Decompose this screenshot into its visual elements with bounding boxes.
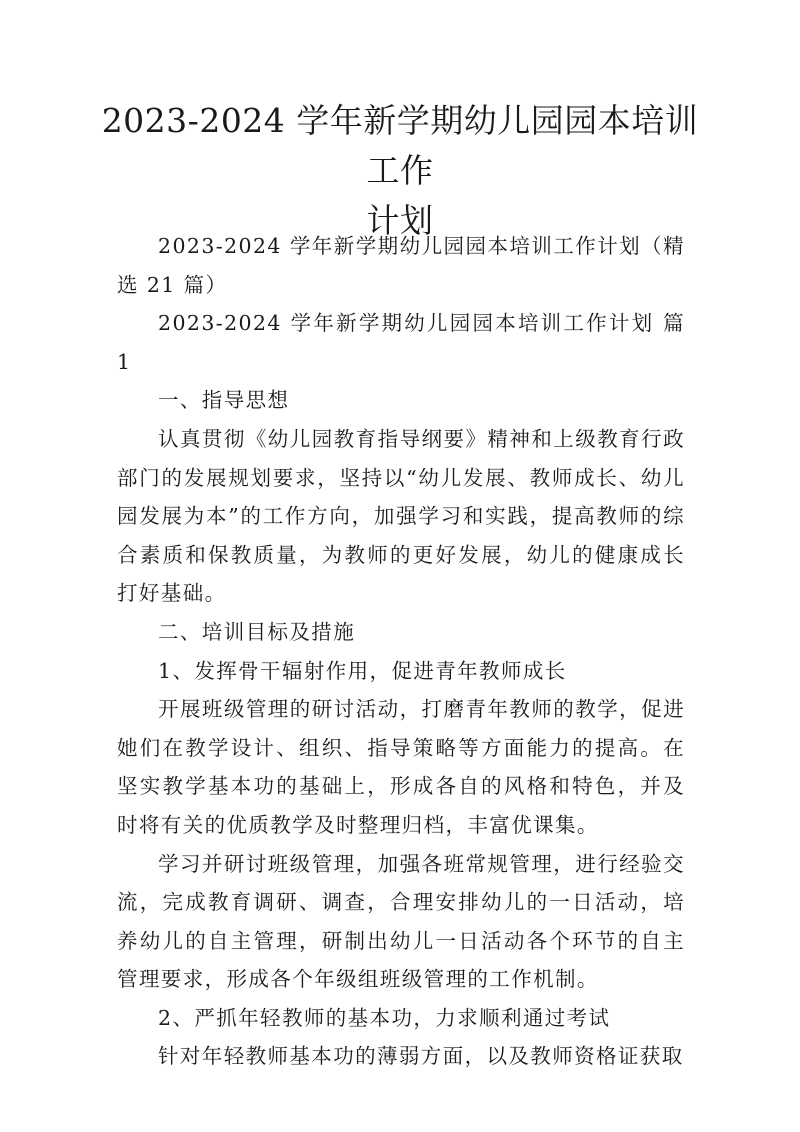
title-line-2: 计划 <box>366 201 434 240</box>
paragraph-chapter-heading: 2023-2024 学年新学期幼儿园园本培训工作计划 篇 1 <box>117 311 685 374</box>
title-line-1: 2023-2024 学年新学期幼儿园园本培训工作 <box>101 101 699 190</box>
paragraph-subtitle: 2023-2024 学年新学期幼儿园园本培训工作计划（精选 21 篇） <box>117 234 685 297</box>
section-heading-guiding-thought: 一、指导思想 <box>158 388 290 413</box>
paragraph-guiding-thought: 认真贯彻《幼儿园教育指导纲要》精神和上级教育行政部门的发展规划要求，坚持以“幼儿发展、教师成长、幼儿园发展为本”的工作方向，加强学习和实践，提高教师的综合素质和保教质量，为教师的更好发展，幼儿的健康成长打好基础。 <box>117 426 685 606</box>
subsection-heading-2: 2、严抓年轻教师的基本功，力求顺利通过考试 <box>158 1005 611 1030</box>
section-heading-training-goals: 二、培训目标及措施 <box>158 619 356 644</box>
paragraph-basic-skills: 针对年轻教师基本功的薄弱方面，以及教师资格证获取 <box>158 1044 684 1069</box>
paragraph-class-management-research: 开展班级管理的研讨活动，打磨青年教师的教学，促进她们在教学设计、组织、指导策略等方面能力的提高。在坚实教学基本功的基础上，形成各自的风格和特色，并及时将有关的优质教学及时整理归档，丰富优课集。 <box>117 697 685 837</box>
subsection-heading-1: 1、发挥骨干辐射作用，促进青年教师成长 <box>158 658 567 683</box>
paragraph-class-management-study: 学习并研讨班级管理，加强各班常规管理，进行经验交流，完成教育调研、调查，合理安排幼儿的一日活动，培养幼儿的自主管理，研制出幼儿一日活动各个环节的自主管理要求，形成各个年级组班级管理的工作机制。 <box>117 851 685 992</box>
document-body <box>117 227 685 1076</box>
document-title <box>100 96 700 246</box>
